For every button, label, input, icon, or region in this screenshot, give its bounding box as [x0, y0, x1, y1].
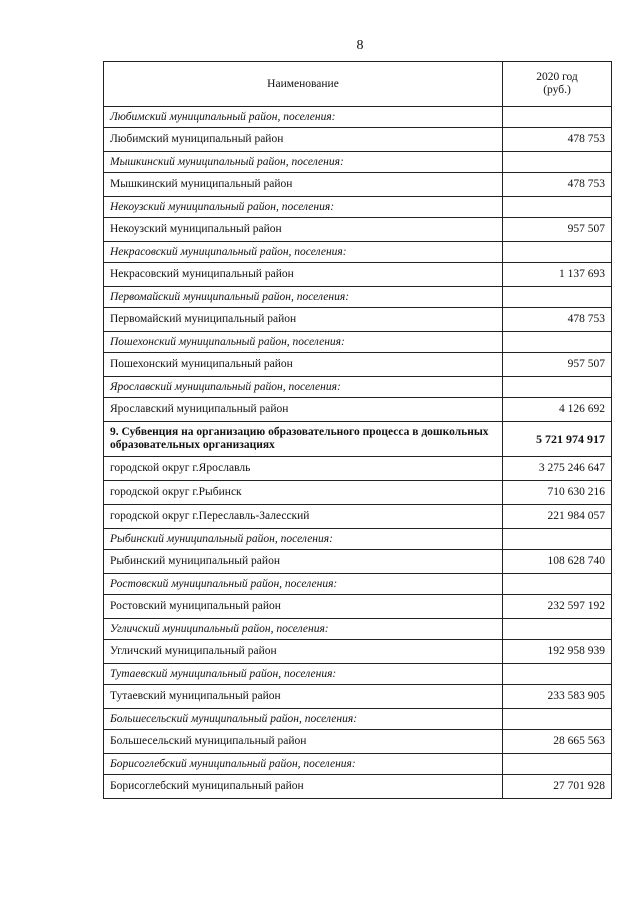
row-amount-cell: 478 753 [503, 308, 612, 332]
table-row [104, 640, 612, 664]
row-amount-cell [503, 242, 612, 263]
row-amount-cell [503, 574, 612, 595]
row-amount-cell: 232 597 192 [503, 595, 612, 619]
budget-table [103, 61, 612, 799]
table-group-heading-row [104, 107, 612, 128]
table-body [104, 107, 612, 799]
row-amount-cell: 957 507 [503, 218, 612, 242]
row-name-cell: Большесельский муниципальный район [104, 730, 503, 754]
row-amount-cell [503, 332, 612, 353]
column-header-unit: (руб.) [543, 84, 571, 96]
row-name-cell: Ярославский муниципальный район [104, 398, 503, 422]
page-number: 8 [356, 38, 364, 53]
row-amount-cell [503, 664, 612, 685]
row-name-cell: Большесельский муниципальный район, поселения: [104, 709, 503, 730]
row-amount-cell: 710 630 216 [503, 481, 612, 505]
table-header-row [104, 62, 612, 107]
table-group-heading-row [104, 664, 612, 685]
table-group-heading-row [104, 287, 612, 308]
row-name-cell: Борисоглебский муниципальный район [104, 775, 503, 799]
table-group-heading-row [104, 197, 612, 218]
column-header-year: 2020 год [536, 71, 578, 83]
row-name-cell: Пошехонский муниципальный район, поселения: [104, 332, 503, 353]
row-name-cell: Рыбинский муниципальный район [104, 550, 503, 574]
table-group-heading-row [104, 332, 612, 353]
row-amount-cell: 5 721 974 917 [503, 422, 612, 457]
row-name-cell: Угличский муниципальный район [104, 640, 503, 664]
table-group-heading-row [104, 242, 612, 263]
row-name-cell: 9. Субвенция на организацию образовательного процесса в дошкольных образовательных организациях [104, 422, 503, 457]
row-name-cell: Ростовский муниципальный район [104, 595, 503, 619]
row-name-cell: Некрасовский муниципальный район, поселения: [104, 242, 503, 263]
row-name-cell: Первомайский муниципальный район, поселения: [104, 287, 503, 308]
row-name-cell: Мышкинский муниципальный район [104, 173, 503, 197]
row-name-cell: Любимский муниципальный район [104, 128, 503, 152]
table-row [104, 398, 612, 422]
row-amount-cell: 108 628 740 [503, 550, 612, 574]
table-row [104, 775, 612, 799]
table-row [104, 353, 612, 377]
table-row [104, 505, 612, 529]
row-name-cell: городской округ г.Ярославль [104, 457, 503, 481]
row-name-cell: Тутаевский муниципальный район, поселения: [104, 664, 503, 685]
row-name-cell: Ростовский муниципальный район, поселения: [104, 574, 503, 595]
table-row [104, 173, 612, 197]
column-header-amount [503, 62, 612, 107]
table-group-heading-row [104, 619, 612, 640]
row-amount-cell: 478 753 [503, 173, 612, 197]
row-name-cell: Рыбинский муниципальный район, поселения: [104, 529, 503, 550]
row-amount-cell: 233 583 905 [503, 685, 612, 709]
column-header-name: Наименование [104, 62, 503, 107]
row-amount-cell: 3 275 246 647 [503, 457, 612, 481]
row-name-cell: Тутаевский муниципальный район [104, 685, 503, 709]
row-name-cell: городской округ г.Рыбинск [104, 481, 503, 505]
table-group-heading-row [104, 529, 612, 550]
row-name-cell: Первомайский муниципальный район [104, 308, 503, 332]
table-group-heading-row [104, 754, 612, 775]
row-name-cell: Борисоглебский муниципальный район, поселения: [104, 754, 503, 775]
row-amount-cell [503, 754, 612, 775]
row-amount-cell: 1 137 693 [503, 263, 612, 287]
row-amount-cell [503, 197, 612, 218]
row-amount-cell: 28 665 563 [503, 730, 612, 754]
table-group-heading-row [104, 574, 612, 595]
row-amount-cell: 957 507 [503, 353, 612, 377]
row-amount-cell: 27 701 928 [503, 775, 612, 799]
row-amount-cell: 4 126 692 [503, 398, 612, 422]
table-row [104, 730, 612, 754]
row-name-cell: Пошехонский муниципальный район [104, 353, 503, 377]
table-group-heading-row [104, 377, 612, 398]
row-name-cell: Некоузский муниципальный район, поселения: [104, 197, 503, 218]
row-name-cell: Ярославский муниципальный район, поселения: [104, 377, 503, 398]
table-row [104, 550, 612, 574]
table-row [104, 595, 612, 619]
row-name-cell: Мышкинский муниципальный район, поселения: [104, 152, 503, 173]
row-amount-cell [503, 377, 612, 398]
table-row [104, 457, 612, 481]
table-group-heading-row [104, 709, 612, 730]
row-name-cell: Некоузский муниципальный район [104, 218, 503, 242]
table-row [104, 263, 612, 287]
row-amount-cell: 221 984 057 [503, 505, 612, 529]
table-group-heading-row [104, 152, 612, 173]
row-name-cell: Угличский муниципальный район, поселения: [104, 619, 503, 640]
row-amount-cell [503, 287, 612, 308]
table-row [104, 481, 612, 505]
table-row [104, 128, 612, 152]
table-row [104, 308, 612, 332]
row-amount-cell: 478 753 [503, 128, 612, 152]
row-name-cell: городской округ г.Переславль-Залесский [104, 505, 503, 529]
row-amount-cell: 192 958 939 [503, 640, 612, 664]
row-amount-cell [503, 619, 612, 640]
table-section-row [104, 422, 612, 457]
row-amount-cell [503, 152, 612, 173]
row-amount-cell [503, 529, 612, 550]
row-name-cell: Некрасовский муниципальный район [104, 263, 503, 287]
table-row [104, 685, 612, 709]
row-amount-cell [503, 107, 612, 128]
table-row [104, 218, 612, 242]
row-name-cell: Любимский муниципальный район, поселения: [104, 107, 503, 128]
row-amount-cell [503, 709, 612, 730]
